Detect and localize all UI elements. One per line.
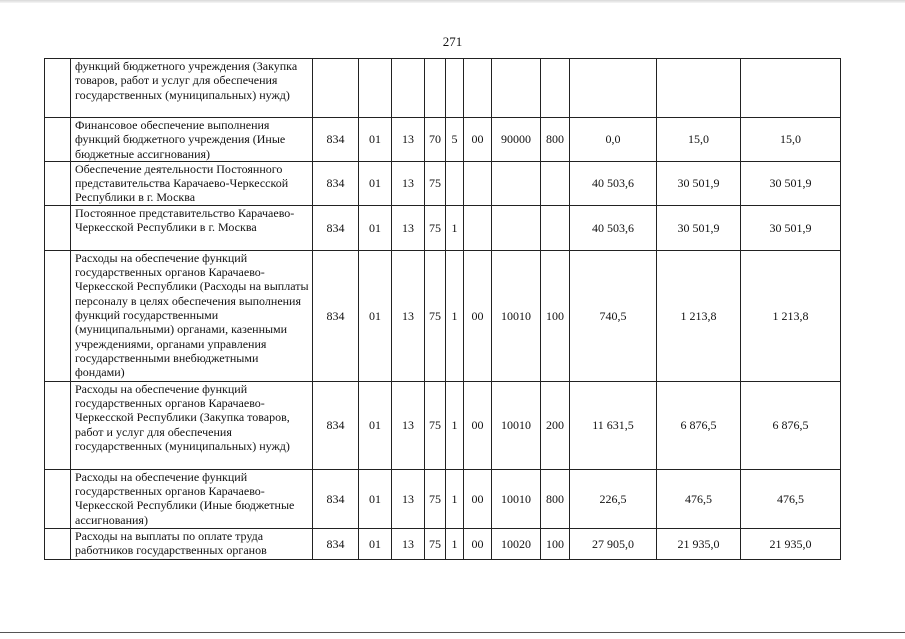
admin-code-cell: 834 bbox=[313, 205, 359, 250]
value-year-2-cell: 21 935,0 bbox=[657, 528, 741, 559]
page-number: 271 bbox=[442, 34, 463, 49]
table-row bbox=[45, 469, 841, 528]
direction-code-cell: 00 bbox=[464, 469, 492, 528]
subsection-code-cell: 13 bbox=[392, 161, 425, 205]
value-year-1-cell: 0,0 bbox=[570, 118, 657, 162]
value-year-3-cell: 15,0 bbox=[741, 118, 841, 162]
row-description: Расходы на обеспечение функций государственных органов Карачаево-Черкесской Республики (Закупка товаров, работ и услуг для обеспечения государственных (муниципальных) нужд) bbox=[71, 381, 313, 469]
direction-code-cell: 00 bbox=[464, 250, 492, 381]
value-year-1-cell: 740,5 bbox=[570, 250, 657, 381]
direction-code-cell: 00 bbox=[464, 118, 492, 162]
row-description: Расходы на обеспечение функций государственных органов Карачаево-Черкесской Республики (Расходы на выплаты персоналу в целях обеспечения выполнения функций государственными (муниципальными) органами, казенными учреждениями, органами управления государственными внебюджетными фондами) bbox=[71, 250, 313, 381]
table-row bbox=[45, 381, 841, 469]
row-description: Обеспечение деятельности Постоянного представительства Карачаево-Черкесской Республики в г. Москва bbox=[71, 161, 313, 205]
row-description: Постоянное представительство Карачаево-Черкесской Республики в г. Москва bbox=[71, 205, 313, 250]
admin-code-cell: 834 bbox=[313, 118, 359, 162]
program-code-cell: 75 bbox=[425, 205, 446, 250]
value-year-2-cell: 6 876,5 bbox=[657, 381, 741, 469]
expense-code-cell: 10010 bbox=[492, 381, 541, 469]
program-code-cell: 70 bbox=[425, 118, 446, 162]
admin-code-cell: 834 bbox=[313, 528, 359, 559]
table-row bbox=[45, 205, 841, 250]
value-year-1-cell: 11 631,5 bbox=[570, 381, 657, 469]
value-year-2-cell: 30 501,9 bbox=[657, 205, 741, 250]
value-year-1-cell: 27 905,0 bbox=[570, 528, 657, 559]
row-number-cell bbox=[45, 469, 71, 528]
subsection-code-cell: 13 bbox=[392, 118, 425, 162]
type-code-cell bbox=[541, 205, 570, 250]
subsection-code-cell: 13 bbox=[392, 528, 425, 559]
expense-code-cell bbox=[492, 161, 541, 205]
admin-code-cell: 834 bbox=[313, 250, 359, 381]
program-code-cell: 75 bbox=[425, 528, 446, 559]
value-year-1-cell: 226,5 bbox=[570, 469, 657, 528]
subprogram-code-cell: 1 bbox=[446, 205, 464, 250]
type-code-cell bbox=[541, 161, 570, 205]
row-number-cell bbox=[45, 381, 71, 469]
subprogram-code-cell bbox=[446, 161, 464, 205]
program-code-cell: 75 bbox=[425, 381, 446, 469]
type-code-cell: 100 bbox=[541, 250, 570, 381]
subsection-code-cell: 13 bbox=[392, 205, 425, 250]
row-number-cell bbox=[45, 118, 71, 162]
section-code-cell: 01 bbox=[359, 381, 392, 469]
value-year-3-cell: 476,5 bbox=[741, 469, 841, 528]
value-year-3-cell: 30 501,9 bbox=[741, 161, 841, 205]
type-code-cell: 800 bbox=[541, 118, 570, 162]
subprogram-code-cell bbox=[446, 59, 464, 118]
section-code-cell bbox=[359, 59, 392, 118]
value-year-2-cell: 30 501,9 bbox=[657, 161, 741, 205]
value-year-3-cell: 30 501,9 bbox=[741, 205, 841, 250]
admin-code-cell: 834 bbox=[313, 381, 359, 469]
value-year-3-cell bbox=[741, 59, 841, 118]
row-number-cell bbox=[45, 161, 71, 205]
value-year-2-cell: 476,5 bbox=[657, 469, 741, 528]
subprogram-code-cell: 1 bbox=[446, 528, 464, 559]
budget-table bbox=[44, 58, 841, 560]
table-row bbox=[45, 250, 841, 381]
type-code-cell: 800 bbox=[541, 469, 570, 528]
table-row bbox=[45, 59, 841, 118]
direction-code-cell bbox=[464, 205, 492, 250]
subprogram-code-cell: 1 bbox=[446, 250, 464, 381]
section-code-cell: 01 bbox=[359, 161, 392, 205]
direction-code-cell: 00 bbox=[464, 381, 492, 469]
table-row bbox=[45, 118, 841, 162]
type-code-cell: 100 bbox=[541, 528, 570, 559]
value-year-2-cell: 15,0 bbox=[657, 118, 741, 162]
direction-code-cell bbox=[464, 59, 492, 118]
direction-code-cell: 00 bbox=[464, 528, 492, 559]
value-year-3-cell: 1 213,8 bbox=[741, 250, 841, 381]
row-number-cell bbox=[45, 250, 71, 381]
value-year-3-cell: 6 876,5 bbox=[741, 381, 841, 469]
value-year-1-cell: 40 503,6 bbox=[570, 161, 657, 205]
section-code-cell: 01 bbox=[359, 250, 392, 381]
expense-code-cell: 90000 bbox=[492, 118, 541, 162]
value-year-1-cell bbox=[570, 59, 657, 118]
subprogram-code-cell: 1 bbox=[446, 469, 464, 528]
subsection-code-cell: 13 bbox=[392, 381, 425, 469]
value-year-1-cell: 40 503,6 bbox=[570, 205, 657, 250]
expense-code-cell: 10020 bbox=[492, 528, 541, 559]
section-code-cell: 01 bbox=[359, 528, 392, 559]
row-number-cell bbox=[45, 528, 71, 559]
admin-code-cell bbox=[313, 59, 359, 118]
admin-code-cell: 834 bbox=[313, 161, 359, 205]
direction-code-cell bbox=[464, 161, 492, 205]
expense-code-cell bbox=[492, 59, 541, 118]
row-description: Финансовое обеспечение выполнения функций бюджетного учреждения (Иные бюджетные ассигнования) bbox=[71, 118, 313, 162]
bottom-scan-edge bbox=[0, 632, 905, 633]
subsection-code-cell bbox=[392, 59, 425, 118]
row-description: функций бюджетного учреждения (Закупка товаров, работ и услуг для обеспечения государственных (муниципальных) нужд) bbox=[71, 59, 313, 118]
expense-code-cell: 10010 bbox=[492, 250, 541, 381]
subprogram-code-cell: 1 bbox=[446, 381, 464, 469]
value-year-2-cell: 1 213,8 bbox=[657, 250, 741, 381]
table-row bbox=[45, 161, 841, 205]
section-code-cell: 01 bbox=[359, 205, 392, 250]
expense-code-cell: 10010 bbox=[492, 469, 541, 528]
value-year-3-cell: 21 935,0 bbox=[741, 528, 841, 559]
admin-code-cell: 834 bbox=[313, 469, 359, 528]
program-code-cell: 75 bbox=[425, 250, 446, 381]
top-scan-edge bbox=[0, 0, 905, 3]
subprogram-code-cell: 5 bbox=[446, 118, 464, 162]
type-code-cell: 200 bbox=[541, 381, 570, 469]
type-code-cell bbox=[541, 59, 570, 118]
section-code-cell: 01 bbox=[359, 469, 392, 528]
row-description: Расходы на выплаты по оплате труда работников государственных органов bbox=[71, 528, 313, 559]
row-description: Расходы на обеспечение функций государственных органов Карачаево-Черкесской Республики (Иные бюджетные ассигнования) bbox=[71, 469, 313, 528]
expense-code-cell bbox=[492, 205, 541, 250]
table-row bbox=[45, 528, 841, 559]
value-year-2-cell bbox=[657, 59, 741, 118]
subsection-code-cell: 13 bbox=[392, 250, 425, 381]
row-number-cell bbox=[45, 59, 71, 118]
section-code-cell: 01 bbox=[359, 118, 392, 162]
program-code-cell bbox=[425, 59, 446, 118]
program-code-cell: 75 bbox=[425, 469, 446, 528]
row-number-cell bbox=[45, 205, 71, 250]
subsection-code-cell: 13 bbox=[392, 469, 425, 528]
program-code-cell: 75 bbox=[425, 161, 446, 205]
